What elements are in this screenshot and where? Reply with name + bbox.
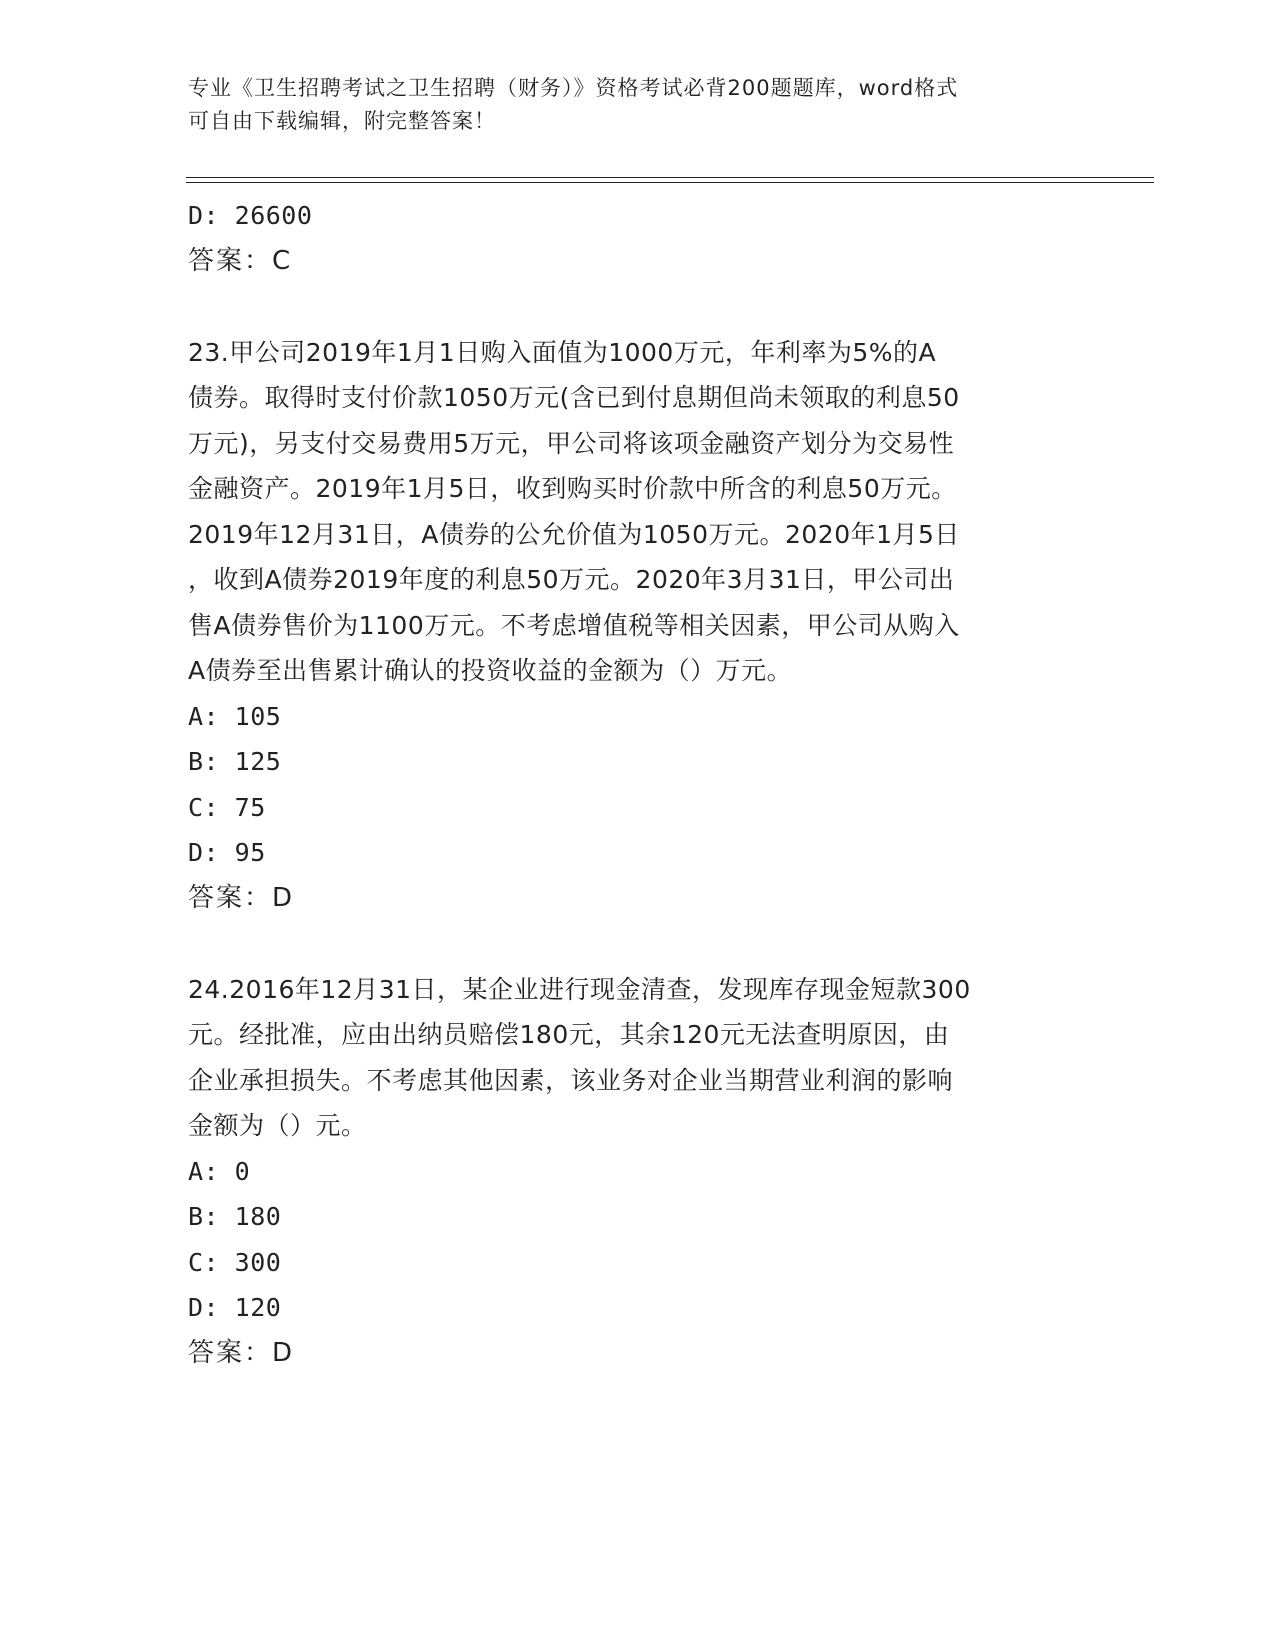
question-24-option-a: A: 0 <box>188 1156 251 1186</box>
question-24-line: 24.2016年12月31日，某企业进行现金清查，发现库存现金短款300 <box>188 974 971 1004</box>
prev-answer: 答案：C <box>188 245 293 276</box>
question-23-line: A债券至出售累计确认的投资收益的金额为（）万元。 <box>188 656 793 685</box>
question-23-option-d: D: 95 <box>188 838 266 867</box>
question-23-answer: 答案：D <box>188 882 295 913</box>
question-23 <box>188 330 1088 922</box>
document-header <box>188 72 1088 138</box>
question-23-line: 金融资产。2019年1月5日，收到购买时价款中所含的利息50万元。 <box>188 474 957 503</box>
question-23-line: 2019年12月31日，A债券的公允价值为1050万元。2020年1月5日 <box>188 519 960 549</box>
question-24-line: 企业承担损失。不考虑其他因素，该业务对企业当期营业利润的影响 <box>188 1065 954 1095</box>
document-body <box>188 193 1088 1376</box>
question-23-option-c: C: 75 <box>188 792 266 822</box>
question-24-line: 元。经批准，应由出纳员赔偿180元，其余120元无法查明原因，由 <box>188 1020 950 1049</box>
question-23-line: 23.甲公司2019年1月1日购入面值为1000万元，年利率为5%的A <box>188 337 937 367</box>
spacer <box>188 921 1088 967</box>
question-24-line: 金额为（）元。 <box>188 1111 367 1140</box>
question-23-line: 万元)，另支付交易费用5万元，甲公司将该项金融资产划分为交易性 <box>188 428 955 458</box>
header-line-2: 可自由下载编辑，附完整答案！ <box>188 109 496 133</box>
prev-option-d: D: 26600 <box>188 201 313 230</box>
header-line-1: 专业《卫生招聘考试之卫生招聘（财务）》资格考试必背200题题库，word格式 <box>188 76 959 100</box>
question-24 <box>188 967 1088 1377</box>
question-23-option-a: A: 105 <box>188 701 282 731</box>
spacer <box>188 284 1088 330</box>
question-24-answer: 答案：D <box>188 1337 295 1368</box>
header-rule-top <box>186 177 1154 178</box>
header-rule-bottom <box>186 182 1154 183</box>
question-24-option-c: C: 300 <box>188 1247 282 1277</box>
question-23-option-b: B: 125 <box>188 747 282 776</box>
question-23-line: 售A债券售价为1100万元。不考虑增值税等相关因素，甲公司从购入 <box>188 610 960 640</box>
question-23-line: ，收到A债券2019年度的利息50万元。2020年3月31日，甲公司出 <box>188 565 955 594</box>
question-24-option-b: B: 180 <box>188 1202 282 1231</box>
question-24-option-d: D: 120 <box>188 1293 282 1322</box>
question-23-line: 债券。取得时支付价款1050万元(含已到付息期但尚未领取的利息50 <box>188 383 960 412</box>
